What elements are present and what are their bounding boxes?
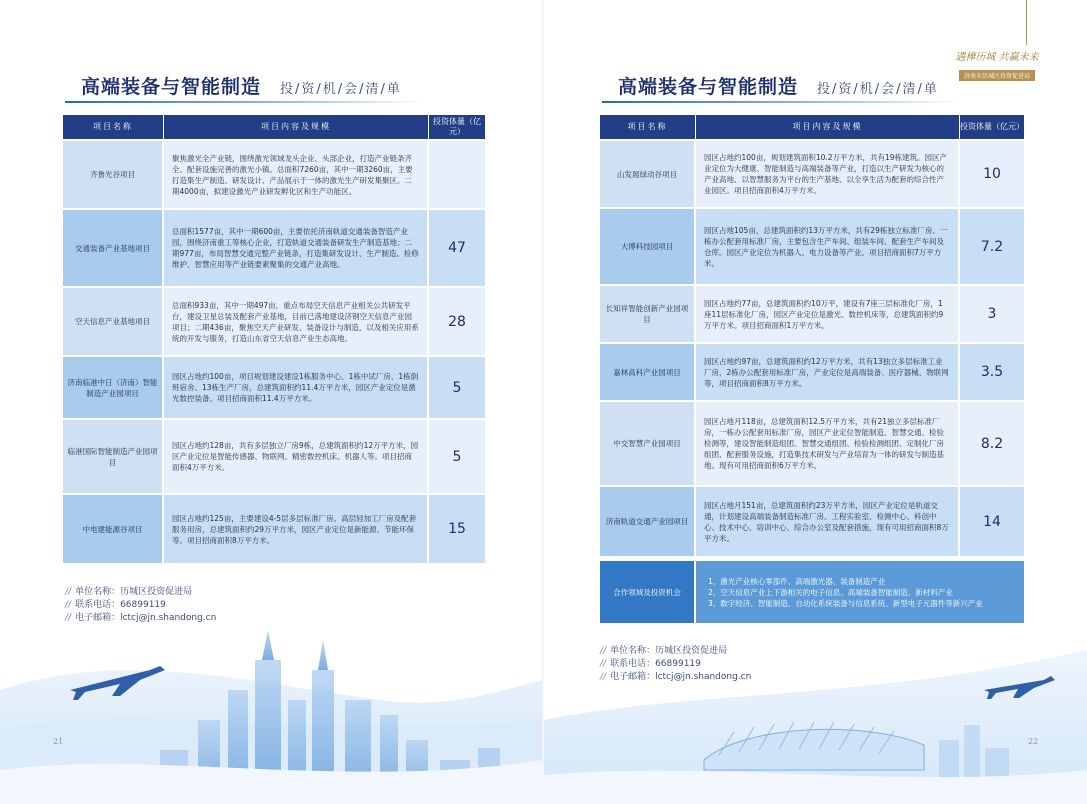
table-header <box>600 115 1024 139</box>
table-row <box>63 208 485 286</box>
cooperation-item: 3、数字经济、智能制造、自动化系统装备与信息系统、新型电子元器件等新兴产业 <box>708 598 983 608</box>
table-row <box>63 418 485 493</box>
project-description: 聚焦激光全产业链，围绕激光领域龙头企业、头部企业，打造产业链条齐全、配套设施完善的激光小镇。总面积7260亩，其中一期3260亩，主要打造集生产制造、研发设计、产品展示于一体的激光生产研发集聚区。二期4000亩，拟建设激光产业研发孵化区和生产功能区。 <box>164 141 429 208</box>
project-description: 总面积1577亩，其中一期600亩，主要依托济南轨道交通装备智造产业园，围绕济南重工等核心企业，打造轨道交通装备研发生产制造基地；二期977亩，布局智慧交通完整产业链条，打造集研发设计、生产制造、检修维护、智慧应用等产业链要素聚集的交通产业高地。 <box>164 210 429 286</box>
project-description: 园区占地约77亩，总建筑面积约10万平，建设有7座三层标准化厂房，1座11层标准化厂房，园区产业定位是激光、数控机床等，总建筑面积约9万平方米。项目招商面积1万平方米。 <box>696 286 960 342</box>
project-name: 大博科技园项目 <box>600 209 696 284</box>
header-project-content: 项目内容及规模 <box>696 115 960 139</box>
project-name: 嘉林高科产业园项目 <box>600 344 696 400</box>
brand-divider <box>1026 0 1027 45</box>
investment-value: 14 <box>960 487 1024 556</box>
project-description: 园区占地105亩，总建筑面积约13万平方米，共有29栋独立标准厂房、一栋办公配套用标准厂房，主要包含生产车间、组装车间、配套生产车间及仓库。园区产业定位为机器人、电力设备等产业。项目招商面积7万平方米。 <box>696 209 960 284</box>
investment-value: 5 <box>429 420 485 493</box>
contact-unit: // 单位名称：历城区投资促进局 <box>600 646 728 656</box>
slash-icon: // <box>600 646 607 656</box>
table-row <box>600 485 1024 556</box>
table-row <box>63 286 485 355</box>
investment-table <box>600 115 1024 623</box>
contact-email[interactable]: // 电子邮箱：lctcj@jn.shandong.cn <box>600 672 752 682</box>
contact-info <box>600 645 751 684</box>
slash-icon: // <box>65 600 72 610</box>
cooperation-item: 2、空天信息产业上下游相关的电子信息、高端装备智能制造、新材料产业 <box>708 587 953 597</box>
contact-email[interactable]: // 电子邮箱：lctcj@jn.shandong.cn <box>65 613 217 623</box>
contact-phone: // 联系电话：66899119 <box>65 600 166 610</box>
investment-value: 5 <box>429 357 485 418</box>
title-underline <box>65 101 425 103</box>
project-description: 园区占地约97亩，总建筑面积约12万平方米，共有13独立多层标准工业厂房，2栋办公配套用标准厂房，产业定位是高端装备、医疗器械、物联网等，项目招商面积8万平方米。 <box>696 344 960 400</box>
investment-value: 10 <box>960 141 1024 207</box>
project-description: 园区占地约128亩，共有多层独立厂房9栋，总建筑面积约12万平方米，园区产业定位是智能传感器、物联网、精密数控机床、机器人等。项目招商面积4万平方米。 <box>164 420 429 493</box>
project-name: 济南临港中日（济南）智能制造产业园项目 <box>63 357 164 418</box>
page-title-row <box>618 72 798 98</box>
project-description: 园区占地月151亩，总建筑面积约23万平方米，园区产业定位是轨道交通，计划建设高端装备制造标准厂房、工程实验室、检测中心、科创中心、技术中心、培训中心、综合办公室及配套措施，现有可用招商面积8万平方米。 <box>696 487 960 556</box>
header-investment: 投资体量（亿元） <box>433 117 481 136</box>
project-description: 总面积933亩，其中一期497亩，重点布局空天信息产业相关公共研发平台，建设卫星总装及配套产业基地，目前已落地建设济钢空天信息产业园项目；二期436亩，聚焦空天产业研发、装备设计与制造，以及相关应用系统的开发与服务，打造山东省空天信息产业生态高地。 <box>164 288 429 355</box>
cooperation-list <box>696 561 1024 623</box>
right-page <box>544 0 1087 804</box>
investment-value: 3.5 <box>960 344 1024 400</box>
investment-value: 7.2 <box>960 209 1024 284</box>
header-investment: 投资体量（亿元） <box>960 122 1024 131</box>
table-row <box>63 355 485 418</box>
page-title: 高端装备与智能制造 <box>81 76 262 98</box>
project-name: 交通装备产业基地项目 <box>63 210 164 286</box>
page-subtitle: 投/资/机/会/清/单 <box>280 82 402 97</box>
slash-icon: // <box>600 659 607 669</box>
project-name: 山发展绿动谷项目 <box>600 141 696 207</box>
table-row <box>600 400 1024 485</box>
page-title-row <box>81 72 261 98</box>
page-number: 22 <box>1028 737 1039 746</box>
cooperation-label: 合作领域及投资机会 <box>600 561 696 623</box>
contact-info <box>65 586 216 625</box>
header-project-content: 项目内容及规模 <box>164 115 429 139</box>
table-row <box>600 284 1024 342</box>
brand-slogan: 遇樺历城 共赢未来 <box>955 52 1039 63</box>
investment-value: 28 <box>429 288 485 355</box>
investment-value: 15 <box>429 495 485 563</box>
cooperation-row <box>600 559 1024 623</box>
investment-value <box>429 141 485 208</box>
project-name: 济南轨道交通产业园项目 <box>600 487 696 556</box>
project-name: 齐鲁光谷项目 <box>63 141 164 208</box>
contact-phone: // 联系电话：66899119 <box>600 659 701 669</box>
project-description: 园区占地约125亩，主要建设4-5层多层标准厂房、高层轻加工厂房及配套服务用房，总建筑面积约29万平方米，园区产业定位是新能源、节能环保等。项目招商面积8万平方米。 <box>164 495 429 563</box>
project-name: 长知祥智能创新产业园项目 <box>600 286 696 342</box>
investment-value: 8.2 <box>960 402 1024 485</box>
project-description: 园区占地约100亩，项目规划建设建设1栋服务中心、1栋中试厂房、1栋倒班宿舍、13栋生产厂房，总建筑面积约11.4万平方米，园区产业定位是激光数控装备。项目招商面积11.4万平方米。 <box>164 357 429 418</box>
page-title: 高端装备与智能制造 <box>618 76 799 98</box>
project-description: 园区占地约100亩，规划建筑面积10.2万平方米，共有19栋建筑。园区产业定位为大健康、智能制造与高端装备等产业，打造以生产研发为核心的产业高地、以智慧服务为平台的生产基地、以全享生活为配套的综合性产业园区。项目招商面积4万平方米。 <box>696 141 960 207</box>
header-project-name: 项目名称 <box>600 115 696 139</box>
slash-icon: // <box>65 613 72 623</box>
investment-value: 3 <box>960 286 1024 342</box>
project-name: 中电建能源谷项目 <box>63 495 164 563</box>
brand-tag: 济南市历城区投资促进局 <box>959 70 1035 81</box>
page-number: 21 <box>53 737 64 746</box>
table-row <box>600 207 1024 284</box>
table-header <box>63 115 485 139</box>
left-page <box>0 0 543 804</box>
slash-icon: // <box>65 587 72 597</box>
table-row <box>63 493 485 563</box>
investment-table <box>63 115 485 563</box>
table-row <box>600 139 1024 207</box>
title-underline <box>602 101 962 103</box>
contact-unit: // 单位名称：历城区投资促进局 <box>65 587 193 597</box>
project-name: 中交智慧产业园项目 <box>600 402 696 485</box>
table-row <box>63 139 485 208</box>
brand-logo <box>947 48 1047 82</box>
header-project-name: 项目名称 <box>63 115 164 139</box>
investment-value: 47 <box>429 210 485 286</box>
cooperation-item: 1、激光产业核心零部件、高端激光器、装备制造产业 <box>708 576 886 586</box>
project-description: 园区占地月118亩，总建筑面积12.5万平方米，共有21独立多层标准厂房，一栋办公配套用标准厂房，园区产业定位智能制造、智慧交通、检验检测等，建设智能制造组团、智慧交通组团、检验检测组团、定制化厂房组团、配套服务设施，打造集技术研发与产业培育为一体的研发与制造基地。现有可用招商面积6万平方米。 <box>696 402 960 485</box>
table-row <box>600 342 1024 400</box>
project-name: 临港国际智能制造产业园项目 <box>63 420 164 493</box>
page-subtitle: 投/资/机/会/清/单 <box>817 82 939 97</box>
project-name: 空天信息产业基地项目 <box>63 288 164 355</box>
slash-icon: // <box>600 672 607 682</box>
